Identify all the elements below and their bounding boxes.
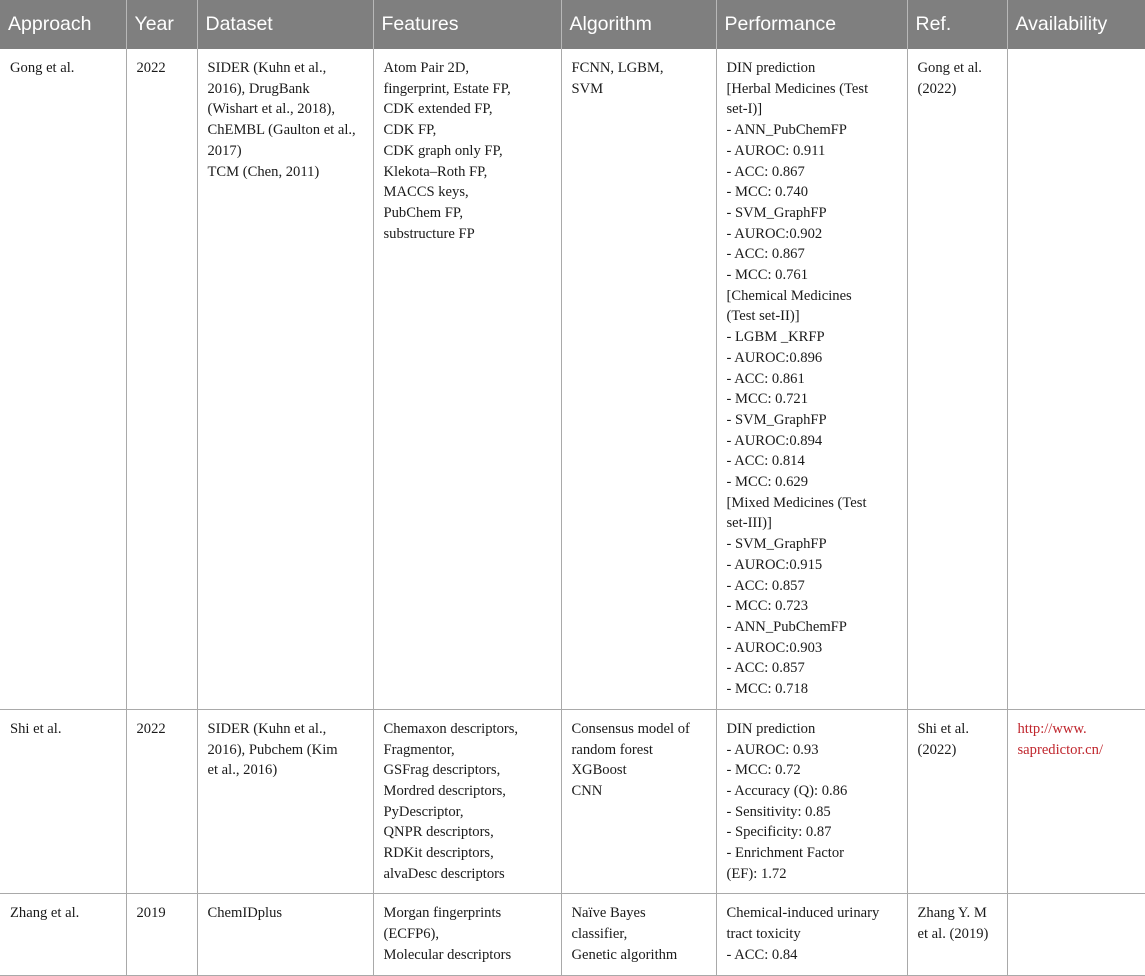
cell-approach: Zhang et al. xyxy=(0,894,126,975)
performance-line: - Sensitivity: 0.85 xyxy=(726,803,831,820)
cell-algorithm xyxy=(561,709,716,894)
performance-line: - ACC: 0.861 xyxy=(726,370,805,387)
features-line: CDK extended FP, xyxy=(383,101,493,118)
features-line: QNPR descriptors, xyxy=(383,824,494,841)
table-row xyxy=(0,894,1145,975)
cell-algorithm xyxy=(561,49,716,709)
performance-line: - MCC: 0.72 xyxy=(726,762,801,779)
features-line: Molecular descriptors xyxy=(383,946,512,963)
performance-line: - AUROC:0.903 xyxy=(726,639,823,656)
cell-approach: Shi et al. xyxy=(0,709,126,894)
performance-line: - MCC: 0.718 xyxy=(726,681,808,698)
dataset-line: et al., 2016) xyxy=(207,762,278,779)
algorithm-line: CNN xyxy=(571,782,603,799)
dataset-line: (Wishart et al., 2018), xyxy=(207,101,335,118)
header-dataset: Dataset xyxy=(197,0,373,49)
dataset-line: SIDER (Kuhn et al., xyxy=(207,60,327,76)
table-row xyxy=(0,709,1145,894)
performance-line: - AUROC:0.894 xyxy=(726,432,823,449)
algorithm-line: SVM xyxy=(571,80,604,97)
features-line: MACCS keys, xyxy=(383,184,469,201)
algorithm-line: classifier, xyxy=(571,926,628,943)
performance-line: - ACC: 0.867 xyxy=(726,246,805,263)
features-line: RDKit descriptors, xyxy=(383,845,494,862)
features-line: Fragmentor, xyxy=(383,741,455,758)
cell-ref xyxy=(907,709,1007,894)
performance-line: DIN prediction xyxy=(726,720,816,737)
ref-line: (2022) xyxy=(917,80,957,97)
header-year: Year xyxy=(126,0,197,49)
performance-line: - MCC: 0.740 xyxy=(726,184,808,201)
cell-features xyxy=(373,709,561,894)
performance-line: DIN prediction xyxy=(726,60,816,76)
performance-line: - MCC: 0.723 xyxy=(726,598,808,615)
performance-line: - Specificity: 0.87 xyxy=(726,824,832,841)
performance-line: set-I)] xyxy=(726,101,763,118)
cell-year: 2022 xyxy=(126,709,197,894)
features-line: PubChem FP, xyxy=(383,204,463,221)
features-line: CDK FP, xyxy=(383,122,437,139)
performance-line: Chemical-induced urinary xyxy=(726,905,880,922)
header-algorithm: Algorithm xyxy=(561,0,716,49)
cell-performance xyxy=(716,894,907,975)
dataset-line: 2016), DrugBank xyxy=(207,80,310,97)
performance-line: - SVM_GraphFP xyxy=(726,411,827,428)
cell-performance xyxy=(716,709,907,894)
performance-line: - ACC: 0.84 xyxy=(726,946,798,963)
cell-algorithm xyxy=(561,894,716,975)
performance-line: set-III)] xyxy=(726,515,772,532)
cell-availability xyxy=(1007,709,1145,894)
algorithm-line: Genetic algorithm xyxy=(571,946,678,963)
dataset-line: ChEMBL (Gaulton et al., xyxy=(207,122,356,139)
features-line: (ECFP6), xyxy=(383,926,440,943)
cell-dataset xyxy=(197,49,373,709)
cell-dataset xyxy=(197,894,373,975)
algorithm-line: random forest xyxy=(571,741,653,758)
header-availability: Availability xyxy=(1007,0,1145,49)
dataset-line: TCM (Chen, 2011) xyxy=(207,163,320,180)
table-row xyxy=(0,49,1145,709)
algorithm-line: Consensus model of xyxy=(571,720,690,737)
ref-line: et al. (2019) xyxy=(917,926,989,943)
features-line: Atom Pair 2D, xyxy=(383,60,470,76)
performance-line: - MCC: 0.629 xyxy=(726,474,808,491)
performance-line: - ANN_PubChemFP xyxy=(726,618,847,635)
features-line: Klekota–Roth FP, xyxy=(383,163,488,180)
performance-line: - ACC: 0.857 xyxy=(726,660,805,677)
cell-year: 2022 xyxy=(126,49,197,709)
dataset-line: 2017) xyxy=(207,142,242,159)
cell-features xyxy=(373,49,561,709)
performance-line: - ANN_PubChemFP xyxy=(726,122,847,139)
ref-line: Zhang Y. M xyxy=(917,905,987,922)
availability-link-line[interactable]: sapredictor.cn/ xyxy=(1017,741,1104,758)
cell-features xyxy=(373,894,561,975)
dataset-line: ChemIDplus xyxy=(207,905,283,922)
cell-ref xyxy=(907,49,1007,709)
performance-line: (Test set-II)] xyxy=(726,308,800,325)
performance-line: tract toxicity xyxy=(726,926,801,943)
cell-performance xyxy=(716,49,907,709)
cell-year: 2019 xyxy=(126,894,197,975)
performance-line: - AUROC: 0.911 xyxy=(726,142,826,159)
performance-line: (EF): 1.72 xyxy=(726,865,787,882)
performance-line: - AUROC:0.896 xyxy=(726,349,823,366)
header-row xyxy=(0,0,1145,49)
features-line: Morgan fingerprints xyxy=(383,905,502,922)
ref-line: Gong et al. xyxy=(917,60,982,76)
performance-line: [Herbal Medicines (Test xyxy=(726,80,869,97)
header-approach: Approach xyxy=(0,0,126,49)
performance-line: - MCC: 0.761 xyxy=(726,267,808,284)
ref-line: (2022) xyxy=(917,741,957,758)
cell-ref xyxy=(907,894,1007,975)
features-line: substructure FP xyxy=(383,225,475,242)
availability-link-line[interactable]: http://www. xyxy=(1017,720,1087,737)
header-performance: Performance xyxy=(716,0,907,49)
performance-line: [Mixed Medicines (Test xyxy=(726,494,867,511)
features-line: Mordred descriptors, xyxy=(383,782,506,799)
features-line: Chemaxon descriptors, xyxy=(383,720,519,737)
features-line: CDK graph only FP, xyxy=(383,142,503,159)
features-line: alvaDesc descriptors xyxy=(383,865,505,882)
features-line: PyDescriptor, xyxy=(383,803,464,820)
performance-line: - ACC: 0.814 xyxy=(726,453,805,470)
performance-line: [Chemical Medicines xyxy=(726,287,852,304)
features-line: fingerprint, Estate FP, xyxy=(383,80,511,97)
performance-line: - SVM_GraphFP xyxy=(726,536,827,553)
cell-availability xyxy=(1007,49,1145,709)
cell-availability xyxy=(1007,894,1145,975)
header-features: Features xyxy=(373,0,561,49)
features-line: GSFrag descriptors, xyxy=(383,762,501,779)
algorithm-line: FCNN, LGBM, xyxy=(571,60,664,76)
performance-line: - ACC: 0.867 xyxy=(726,163,805,180)
performance-line: - AUROC: 0.93 xyxy=(726,741,819,758)
performance-line: - MCC: 0.721 xyxy=(726,391,808,408)
cell-dataset xyxy=(197,709,373,894)
performance-line: - SVM_GraphFP xyxy=(726,204,827,221)
header-ref: Ref. xyxy=(907,0,1007,49)
algorithm-line: XGBoost xyxy=(571,762,627,779)
dataset-line: SIDER (Kuhn et al., xyxy=(207,720,327,737)
performance-line: - AUROC:0.915 xyxy=(726,556,823,573)
ref-line: Shi et al. xyxy=(917,720,969,737)
performance-line: - ACC: 0.857 xyxy=(726,577,805,594)
algorithm-line: Naïve Bayes xyxy=(571,905,646,922)
performance-line: - Enrichment Factor xyxy=(726,845,845,862)
performance-line: - AUROC:0.902 xyxy=(726,225,823,242)
performance-line: - LGBM _KRFP xyxy=(726,329,825,346)
performance-line: - Accuracy (Q): 0.86 xyxy=(726,782,848,799)
dataset-line: 2016), Pubchem (Kim xyxy=(207,741,338,758)
cell-approach: Gong et al. xyxy=(0,49,126,709)
